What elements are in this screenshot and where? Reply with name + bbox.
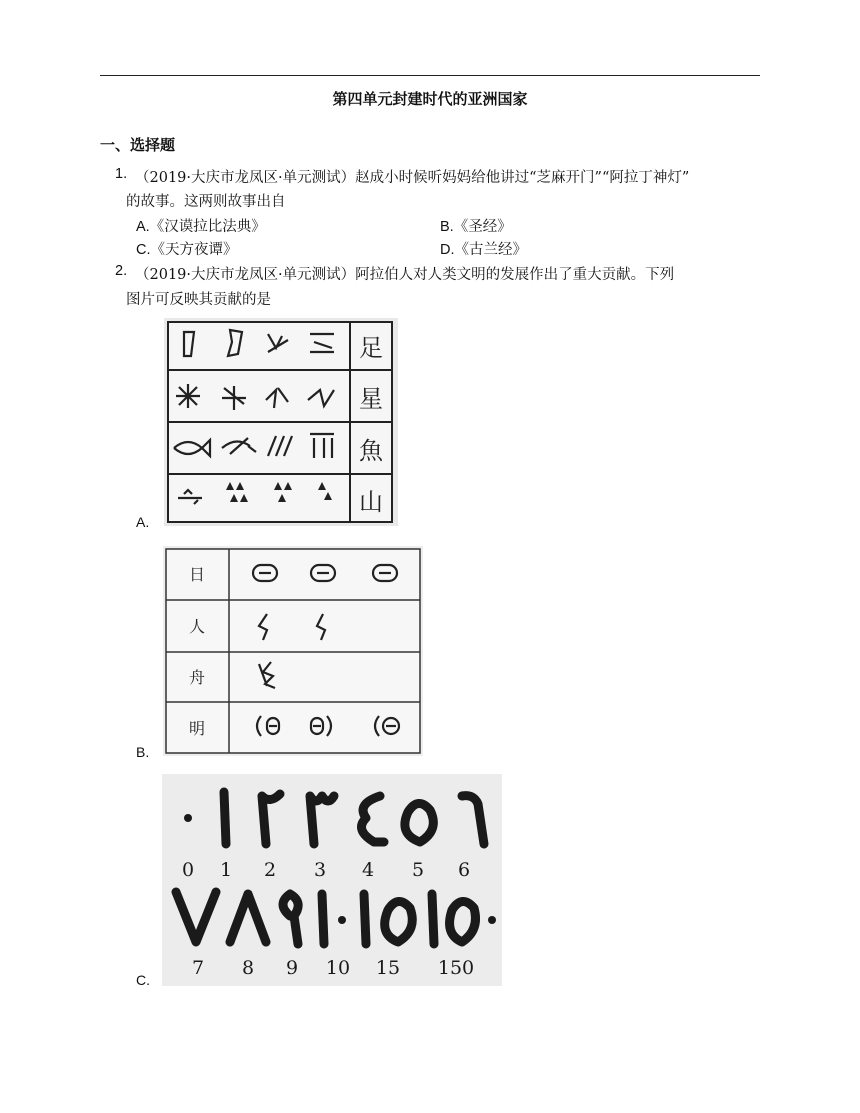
option-label: B. [440, 219, 454, 235]
question-1-option-d[interactable] [440, 238, 527, 259]
question-2-number: 2. [115, 263, 128, 279]
digit-label-7: 7 [191, 957, 205, 979]
oracle-char-4: 明 [188, 719, 206, 738]
digit-label-3: 3 [313, 859, 327, 881]
figure-oracle-table[interactable] [163, 546, 423, 756]
digit-label-1: 1 [219, 859, 233, 881]
question-1-option-a[interactable] [136, 215, 266, 236]
option-text: 《天方夜谭》 [150, 242, 238, 258]
question-1-option-c[interactable] [136, 238, 238, 259]
digit-label-8: 8 [241, 957, 255, 979]
option-text: 《圣经》 [453, 219, 512, 235]
oracle-char-3: 舟 [188, 668, 206, 687]
header-rule [100, 75, 760, 76]
option-label: A. [136, 219, 150, 235]
option-text: 《古兰经》 [454, 242, 527, 258]
question-1-text-line1: （2019·大庆市龙凤区·单元测试）赵成小时候听妈妈给他讲过“芝麻开门”“阿拉丁神灯” [135, 170, 690, 186]
section-heading: 一、选择题 [100, 136, 176, 154]
figure-cuneiform-table[interactable] [164, 318, 398, 526]
digit-label-150: 150 [437, 957, 475, 979]
option-text: 《汉谟拉比法典》 [149, 219, 266, 235]
question-2-text-line2: 图片可反映其贡献的是 [126, 292, 271, 308]
oracle-char-1: 日 [188, 565, 206, 584]
digit-label-9: 9 [285, 957, 299, 979]
question-2-option-c[interactable]: C. [136, 972, 150, 988]
question-2-option-b[interactable]: B. [136, 744, 150, 760]
page-title: 第四单元封建时代的亚洲国家 [332, 90, 528, 108]
digit-label-15: 15 [375, 957, 401, 979]
cuneiform-char-2: 星 [359, 385, 383, 413]
figure-arabic-numerals[interactable] [162, 774, 502, 986]
question-2-text-line1: （2019·大庆市龙凤区·单元测试）阿拉伯人对人类文明的发展作出了重大贡献。下列 [135, 267, 675, 283]
option-label: C. [136, 242, 151, 258]
option-label: D. [440, 242, 455, 258]
digit-label-5: 5 [411, 859, 425, 881]
digit-label-6: 6 [457, 859, 471, 881]
cuneiform-char-1: 足 [359, 334, 383, 362]
question-1-text-line2: 的故事。这两则故事出自 [126, 194, 286, 210]
question-2-option-a[interactable]: A. [136, 514, 150, 530]
question-1-option-b[interactable] [440, 215, 512, 236]
cuneiform-char-3: 魚 [359, 437, 383, 465]
cuneiform-char-4: 山 [359, 488, 383, 516]
oracle-char-2: 人 [188, 617, 206, 636]
digit-label-0: 0 [181, 859, 195, 881]
digit-label-10: 10 [325, 957, 351, 979]
digit-label-2: 2 [263, 859, 277, 881]
digit-label-4: 4 [361, 859, 375, 881]
question-1-number: 1. [115, 166, 128, 182]
